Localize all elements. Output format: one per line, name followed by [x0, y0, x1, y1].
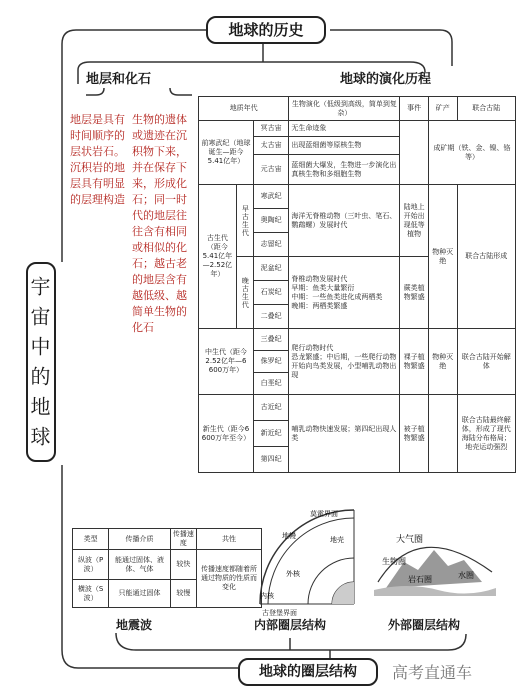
bio-hadean: 无生命迹象	[289, 121, 400, 137]
biosphere-label: 生物圈	[382, 557, 406, 566]
period-quaternary: 第四纪	[253, 447, 288, 473]
land-paleozoic: 联合古陆形成	[457, 185, 515, 329]
period-ordovician: 奥陶纪	[253, 209, 288, 233]
inner-core-label: 内核	[260, 592, 274, 600]
seismic-header-speed: 传播速度	[170, 529, 196, 550]
fossil-text: 生物的遗体或遗迹在沉积物下来，并在保存下来，形成化石；同一时代的地层往往含有相同或相似的化石；越古老的地层含有越低级、越简单生物的化石	[132, 113, 187, 334]
earth-history-title: 地球的历史	[206, 16, 326, 44]
period-devonian: 泥盆纪	[253, 257, 288, 281]
p-wave-type: 纵波（P波）	[73, 550, 109, 580]
event-early-paleozoic: 陆地上开始出现低等植物	[400, 185, 429, 257]
eon-archean: 太古宙	[253, 137, 288, 155]
period-carboniferous: 石炭纪	[253, 281, 288, 305]
p-wave-medium: 能通过固体、液体、气体	[109, 550, 171, 580]
period-jurassic: 侏罗纪	[253, 351, 288, 373]
period-triassic: 三叠纪	[253, 329, 288, 351]
land-mesozoic: 联合古陆开始解体	[457, 329, 515, 395]
period-cretaceous: 白垩纪	[253, 373, 288, 395]
mantle-label: 地幔	[282, 532, 296, 540]
outer-structure-diagram	[368, 512, 502, 602]
s-wave-type: 横波（S波）	[73, 580, 109, 608]
period-paleogene: 古近纪	[253, 395, 288, 421]
precambrian-cell: 前寒武纪（地球诞生—距今5.41亿年）	[199, 121, 254, 185]
extinction-mesozoic: 物种灭绝	[428, 329, 457, 395]
inner-structure-diagram	[258, 506, 362, 608]
evolution-heading: 地球的演化历程	[340, 72, 432, 87]
header-evolution: 生物演化（低级到高级，简单到复杂）	[289, 97, 400, 121]
rock-label: 岩石圈	[408, 575, 432, 584]
extinction-paleozoic: 物种灭绝	[428, 185, 457, 329]
bio-archean: 出现蓝细菌等原核生物	[289, 137, 400, 155]
header-land: 联合古陆	[457, 97, 515, 121]
header-mineral: 矿产	[428, 97, 457, 121]
late-paleozoic: 晚古生代	[236, 257, 253, 329]
event-cenozoic: 被子植物繁盛	[400, 395, 429, 473]
mesozoic-cell: 中生代（距今2.52亿年—6 600万年）	[199, 329, 254, 395]
crust-label: 地壳	[330, 536, 344, 544]
p-wave-speed: 较快	[170, 550, 196, 580]
bio-mesozoic: 爬行动物时代 恐龙繁盛；中后期，一些爬行动物开始向鸟类发展，小型哺乳动物出现	[289, 329, 400, 395]
land-cenozoic: 联合古陆最终解体，形成了现代海陆分布格局；地壳运动强烈	[457, 395, 515, 473]
atmosphere-label: 大气圈	[396, 535, 424, 545]
event-late-paleozoic: 蕨类植物繁盛	[400, 257, 429, 329]
seismic-wave-table	[72, 528, 262, 608]
early-paleozoic: 早古生代	[236, 185, 253, 257]
period-silurian: 志留纪	[253, 233, 288, 257]
seismic-header-common: 共性	[197, 529, 262, 550]
inner-structure-heading: 内部圈层结构	[254, 618, 327, 632]
seismic-common: 传播速度都随着所通过物质的性质而变化	[197, 550, 262, 608]
mineral-cenozoic	[428, 395, 457, 473]
event-mesozoic: 裸子植物繁盛	[400, 329, 429, 395]
period-permian: 二叠纪	[253, 305, 288, 329]
moho-label: 莫霍界面	[310, 510, 338, 518]
geologic-time-table	[198, 96, 516, 473]
eon-proterozoic: 元古宙	[253, 155, 288, 185]
period-neogene: 新近纪	[253, 421, 288, 447]
strata-fossils-heading: 地层和化石	[86, 72, 152, 87]
seismic-header-medium: 传播介质	[109, 529, 171, 550]
period-cambrian: 寒武纪	[253, 185, 288, 209]
seismic-heading: 地震波	[116, 618, 153, 632]
mineral-precambrian: 成矿期（铁、金、镍、铬等）	[428, 121, 515, 185]
universe-earth-title: 宇宙中的地球	[26, 262, 56, 462]
header-era: 地质年代	[199, 97, 289, 121]
header-events: 事件	[400, 97, 429, 121]
eon-hadean: 冥古宙	[253, 121, 288, 137]
earth-layers-title: 地球的圈层结构	[238, 658, 378, 686]
seismic-header-type: 类型	[73, 529, 109, 550]
bio-early-paleozoic: 海洋无脊椎动物（三叶虫、笔石、鹦鹉螺）发展时代	[289, 185, 400, 257]
bio-cenozoic: 哺乳动物快速发展；第四纪出现人类	[289, 395, 400, 473]
event-precambrian	[400, 121, 429, 185]
outer-structure-heading: 外部圈层结构	[388, 618, 461, 632]
bio-late-paleozoic: 脊椎动物发展时代 早期：鱼类大量繁衍 中期：一些鱼类进化成两栖类 晚期：两栖类繁盛	[289, 257, 400, 329]
gutenberg-label: 古登堡界面	[262, 609, 297, 617]
strata-text: 地层是具有时间顺序的层状岩石。沉积岩的地层具有明显的层理构造	[70, 113, 125, 206]
outer-core-label: 外核	[286, 570, 300, 578]
water-label: 水圈	[458, 571, 474, 580]
watermark: 高考直通车	[392, 663, 473, 682]
s-wave-medium: 只能通过固体	[109, 580, 171, 608]
paleozoic-cell: 古生代（距今5.41亿年—2.52亿年）	[199, 185, 237, 329]
cenozoic-cell: 新生代（距今6 600万年至今）	[199, 395, 254, 473]
bio-proterozoic: 蓝细菌大爆发，生物进一步演化出真核生物和多细胞生物	[289, 155, 400, 185]
s-wave-speed: 较慢	[170, 580, 196, 608]
